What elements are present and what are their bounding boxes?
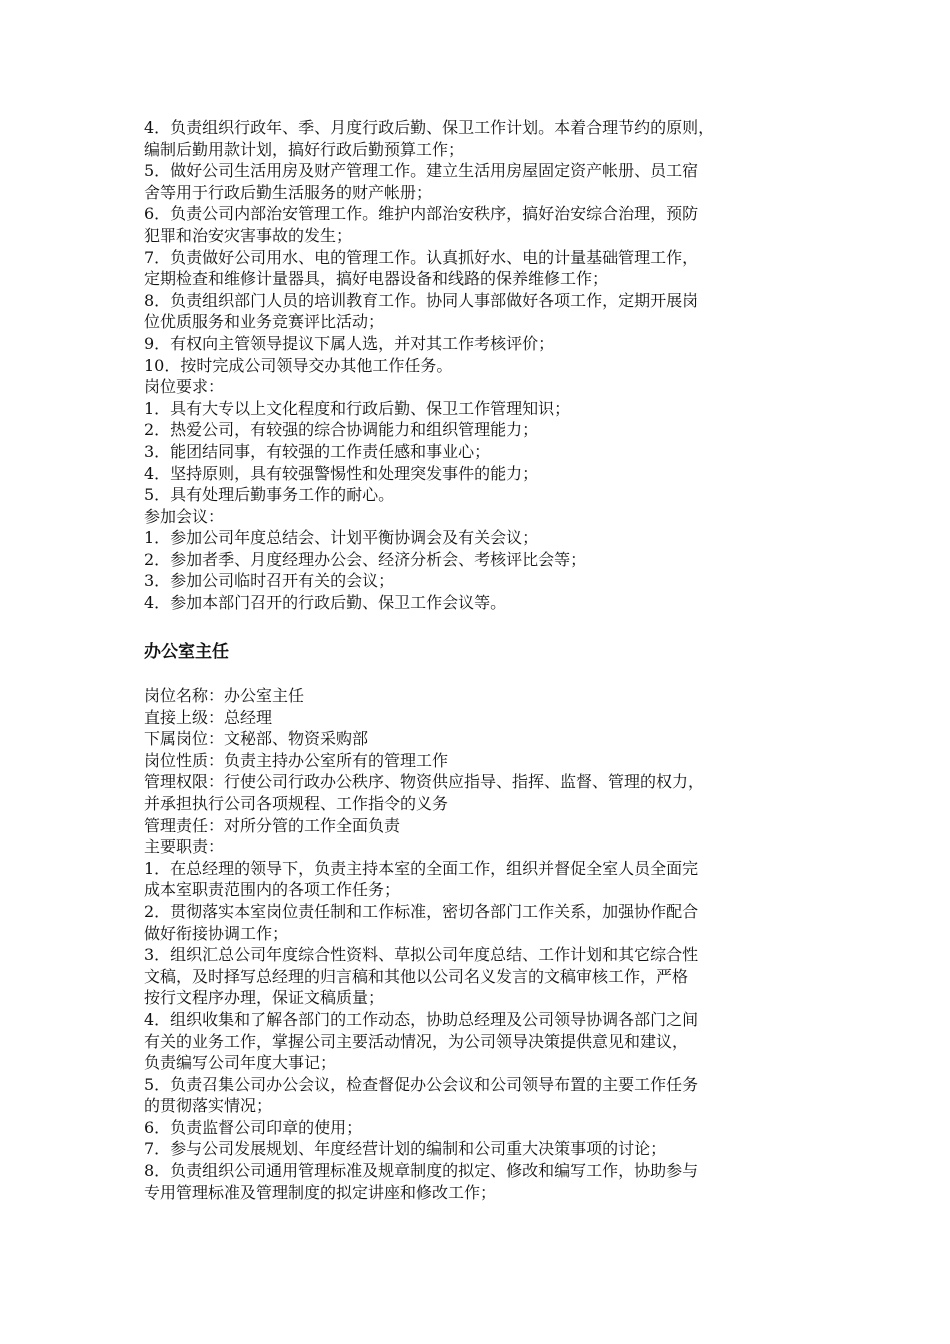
- text-line: 5．负责召集公司办公会议，检查督促办公会议和公司领导布置的主要工作任务: [144, 1074, 699, 1094]
- text-line: 4．坚持原则，具有较强警惕性和处理突发事件的能力；: [144, 463, 539, 483]
- text-line: 管理责任：对所分管的工作全面负责: [144, 815, 401, 835]
- text-line: 4．负责组织行政年、季、月度行政后勤、保卫工作计划。本着合理节约的原则，: [144, 118, 715, 137]
- text-line: 文稿，及时择写总经理的归言稿和其他以公司名义发言的文稿审核工作，严格: [144, 966, 689, 986]
- text-line: 位优质服务和业务竞赛评比活动；: [144, 312, 385, 332]
- text-line: 成本室职责范围内的各项工作任务；: [144, 880, 401, 900]
- text-line: 下属岗位：文秘部、物资采购部: [144, 729, 369, 749]
- text-line: 定期检查和维修计量器具，搞好电器设备和线路的保养维修工作；: [144, 269, 609, 289]
- text-line: 并承担执行公司各项规程、工作指令的义务: [144, 793, 449, 813]
- text-line: 8．负责组织部门人员的培训教育工作。协同人事部做好各项工作，定期开展岗: [144, 290, 699, 310]
- text-line: 3．能团结同事，有较强的工作责任感和事业心；: [144, 441, 491, 461]
- text-line: 6．负责公司内部治安管理工作。维护内部治安秩序，搞好治安综合治理，预防: [144, 204, 699, 224]
- text-line: 1．参加公司年度总结会、计划平衡协调会及有关会议；: [144, 528, 539, 548]
- text-line: 岗位性质：负责主持办公室所有的管理工作: [144, 750, 449, 770]
- text-line: 7．负责做好公司用水、电的管理工作。认真抓好水、电的计量基础管理工作，: [144, 247, 699, 267]
- text-line: 6．负责监督公司印章的使用；: [144, 1117, 363, 1137]
- text-line: 岗位要求：: [144, 377, 225, 397]
- text-line: 1．具有大专以上文化程度和行政后勤、保卫工作管理知识；: [144, 398, 571, 418]
- text-line: 5．具有处理后勤事务工作的耐心。: [144, 485, 395, 505]
- text-line: 3．组织汇总公司年度综合性资料、草拟公司年度总结、工作计划和其它综合性: [144, 945, 699, 965]
- text-line: 犯罪和治安灾害事故的发生；: [144, 225, 353, 245]
- text-line: 负责编写公司年度大事记；: [144, 1053, 337, 1073]
- text-line: 参加会议：: [144, 506, 225, 526]
- text-line: 10．按时完成公司领导交办其他工作任务。: [144, 355, 453, 375]
- text-line: 5．做好公司生活用房及财产管理工作。建立生活用房屋固定资产帐册、员工宿: [144, 161, 699, 181]
- text-line: 1．在总经理的领导下，负责主持本室的全面工作，组织并督促全室人员全面完: [144, 858, 699, 878]
- text-line: 有关的业务工作，掌握公司主要活动情况，为公司领导决策提供意见和建议，: [144, 1031, 689, 1051]
- text-line: 的贯彻落实情况；: [144, 1096, 273, 1116]
- text-line: 主要职责：: [144, 837, 225, 857]
- text-line: 3．参加公司临时召开有关的会议；: [144, 571, 395, 591]
- text-line: 岗位名称：办公室主任: [144, 686, 305, 705]
- text-line: 7．参与公司发展规划、年度经营计划的编制和公司重大决策事项的讨论；: [144, 1139, 667, 1159]
- text-line: 编制后勤用款计划，搞好行政后勤预算工作；: [144, 139, 465, 159]
- text-line: 2．贯彻落实本室岗位责任制和工作标准，密切各部门工作关系，加强协作配合: [144, 901, 699, 921]
- text-line: 专用管理标准及管理制度的拟定讲座和修改工作；: [144, 1182, 497, 1202]
- text-line: 4．组织收集和了解各部门的工作动态，协助总经理及公司领导协调各部门之间: [144, 1009, 699, 1029]
- section-duties-continued: [144, 117, 816, 614]
- text-line: 9．有权向主管领导提议下属人选，并对其工作考核评价；: [144, 333, 555, 353]
- text-line: 舍等用于行政后勤生活服务的财产帐册；: [144, 182, 433, 202]
- section-office-director: [144, 685, 816, 1203]
- section-heading: 办公室主任: [144, 642, 229, 662]
- text-line: 4．参加本部门召开的行政后勤、保卫工作会议等。: [144, 593, 507, 613]
- text-line: 直接上级：总经理: [144, 707, 273, 727]
- text-line: 8．负责组织公司通用管理标准及规章制度的拟定、修改和编写工作，协助参与: [144, 1161, 699, 1181]
- text-line: 做好衔接协调工作；: [144, 923, 289, 943]
- text-line: 2．参加者季、月度经理办公会、经济分析会、考核评比会等；: [144, 549, 587, 569]
- text-line: 2．热爱公司，有较强的综合协调能力和组织管理能力；: [144, 420, 539, 440]
- text-line: 按行文程序办理，保证文稿质量；: [144, 988, 385, 1008]
- text-line: 管理权限：行使公司行政办公秩序、物资供应指导、指挥、监督、管理的权力，: [144, 772, 705, 792]
